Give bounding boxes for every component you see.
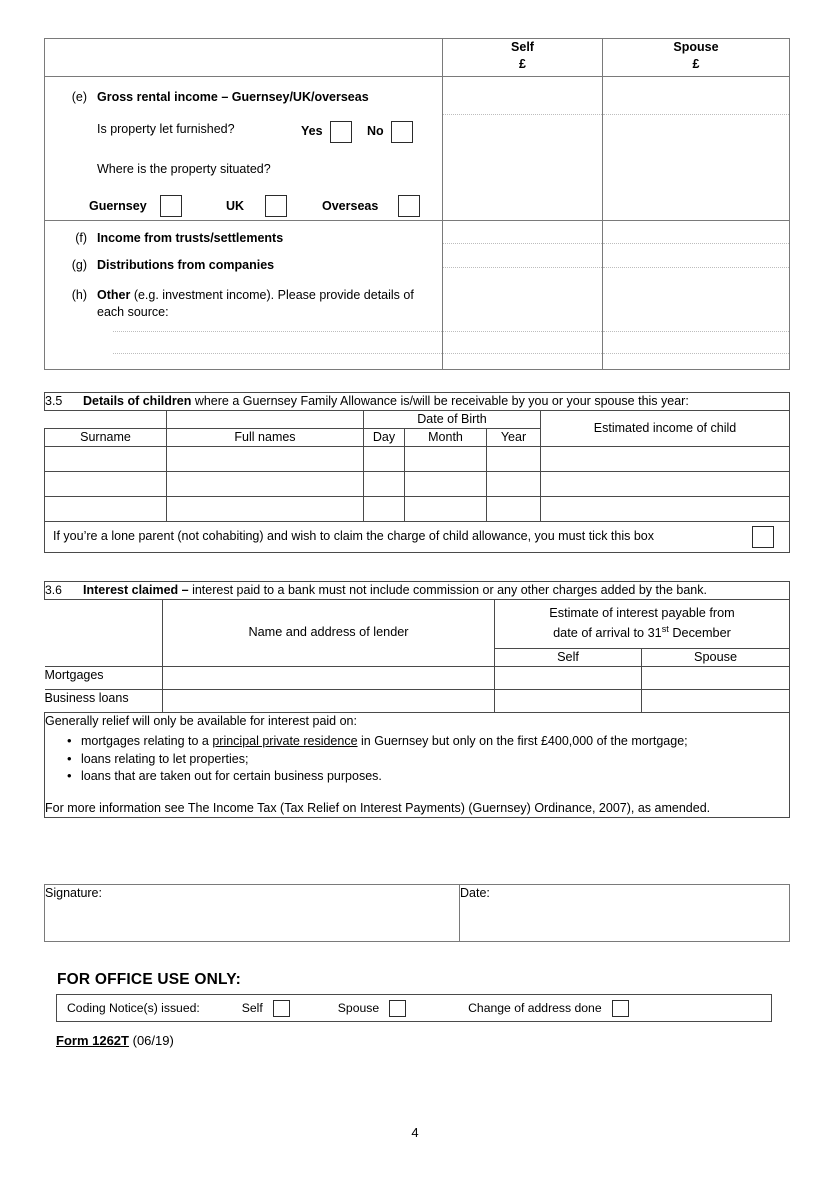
form-reference-version: (06/19) bbox=[132, 1033, 174, 1048]
interest-header-spouse: Spouse bbox=[642, 648, 790, 666]
income-e-situated-question: Where is the property situated? bbox=[97, 161, 271, 176]
office-use-title: FOR OFFICE USE ONLY: bbox=[57, 971, 241, 988]
signature-field[interactable] bbox=[45, 885, 460, 942]
relief-bullet-pre: loans relating to let properties; bbox=[81, 751, 249, 766]
interest-relief-cell bbox=[45, 712, 790, 817]
interest-label-mortgages: Mortgages bbox=[45, 666, 163, 689]
income-h-write-line-2[interactable] bbox=[113, 353, 442, 354]
income-h-marker: (h) bbox=[71, 287, 87, 302]
children-header-day: Day bbox=[364, 428, 405, 446]
income-row-e-self-field[interactable] bbox=[443, 77, 603, 221]
income-e-title: Gross rental income – Guernsey/UK/overseas bbox=[97, 90, 369, 104]
children-cell-surname[interactable] bbox=[45, 471, 167, 496]
relief-bullet-pre: loans that are taken out for certain business purposes. bbox=[81, 769, 382, 784]
income-h-title-rest: (e.g. investment income). Please provide details of each source: bbox=[97, 287, 414, 319]
interest-header-spacer bbox=[45, 599, 163, 648]
interest-estimate-line2-sup: st bbox=[661, 623, 669, 634]
children-table bbox=[44, 392, 790, 553]
interest-header-row-1 bbox=[45, 599, 790, 648]
income-header-self bbox=[443, 39, 603, 77]
signature-label: Signature: bbox=[45, 886, 102, 900]
interest-business-self-field[interactable] bbox=[495, 689, 642, 712]
children-cell-fullnames[interactable] bbox=[167, 446, 364, 471]
checkbox-lone-parent[interactable] bbox=[752, 526, 774, 548]
office-coding-label: Coding Notice(s) issued: bbox=[67, 1000, 200, 1015]
form-reference-code: Form 1262T bbox=[56, 1033, 129, 1048]
lone-parent-cell bbox=[45, 521, 790, 552]
children-header-year: Year bbox=[487, 428, 541, 446]
interest-estimate-line2-pre: date of arrival to 31 bbox=[553, 625, 662, 640]
children-dob-header-row bbox=[45, 410, 790, 428]
date-field[interactable] bbox=[460, 885, 790, 942]
children-cell-day[interactable] bbox=[364, 496, 405, 521]
income-e-yes-label: Yes bbox=[301, 123, 323, 138]
income-header-self-currency: £ bbox=[519, 56, 526, 71]
interest-estimate-line1: Estimate of interest payable from bbox=[549, 605, 735, 620]
income-e-no-label: No bbox=[367, 123, 384, 138]
children-data-row bbox=[45, 496, 790, 521]
checkbox-furnished-no[interactable] bbox=[391, 121, 413, 143]
children-intro-cell bbox=[45, 393, 790, 411]
children-data-row bbox=[45, 446, 790, 471]
children-cell-year[interactable] bbox=[487, 496, 541, 521]
form-reference bbox=[56, 1033, 174, 1048]
children-cell-year[interactable] bbox=[487, 446, 541, 471]
lone-parent-row bbox=[45, 521, 790, 552]
checkbox-change-of-address[interactable] bbox=[612, 1000, 629, 1017]
relief-bullet-post: in Guernsey but only on the first £400,000 of the mortgage; bbox=[357, 733, 688, 748]
lone-parent-text: If you’re a lone parent (not cohabiting) and wish to claim the charge of child allowance, you must tick this box bbox=[53, 529, 655, 544]
income-row-fgh bbox=[45, 221, 790, 370]
income-e-furnished-question: Is property let furnished? bbox=[97, 121, 235, 136]
signature-table bbox=[44, 884, 790, 942]
interest-section-number: 3.6 bbox=[45, 583, 62, 597]
interest-mortgages-self-field[interactable] bbox=[495, 666, 642, 689]
office-change-address-label: Change of address done bbox=[468, 1000, 602, 1015]
interest-intro-row bbox=[45, 582, 790, 600]
income-h-title-bold: Other bbox=[97, 287, 131, 302]
income-row-fgh-label-cell bbox=[45, 221, 443, 370]
children-cell-day[interactable] bbox=[364, 471, 405, 496]
children-cell-year[interactable] bbox=[487, 471, 541, 496]
children-cell-month[interactable] bbox=[405, 471, 487, 496]
income-f-marker: (f) bbox=[75, 231, 87, 245]
interest-header-self: Self bbox=[495, 648, 642, 666]
interest-row-business-loans bbox=[45, 689, 790, 712]
income-table bbox=[44, 38, 790, 370]
children-cell-fullnames[interactable] bbox=[167, 496, 364, 521]
income-h-write-line-1[interactable] bbox=[113, 331, 442, 332]
income-table-header-row bbox=[45, 39, 790, 77]
interest-label-business-loans: Business loans bbox=[45, 689, 163, 712]
children-header-fullnames: Full names bbox=[167, 428, 364, 446]
interest-header-lender: Name and address of lender bbox=[163, 599, 495, 666]
children-cell-income[interactable] bbox=[541, 446, 790, 471]
children-surname-spacer bbox=[45, 410, 167, 428]
relief-bullet-item bbox=[81, 768, 789, 785]
interest-intro-cell bbox=[45, 582, 790, 600]
income-header-spouse-label: Spouse bbox=[673, 40, 719, 54]
office-use-table bbox=[56, 994, 772, 1022]
interest-estimate-line2-post: December bbox=[668, 625, 731, 640]
interest-mortgages-spouse-field[interactable] bbox=[642, 666, 790, 689]
relief-bullet-pre: mortgages relating to a bbox=[81, 733, 213, 748]
interest-relief-row bbox=[45, 712, 790, 817]
checkbox-coding-spouse[interactable] bbox=[389, 1000, 406, 1017]
checkbox-furnished-yes[interactable] bbox=[330, 121, 352, 143]
interest-mortgages-lender-field[interactable] bbox=[163, 666, 495, 689]
income-header-self-label: Self bbox=[511, 40, 534, 54]
income-e-location-guernsey-label: Guernsey bbox=[89, 198, 147, 213]
income-e-location-overseas-label: Overseas bbox=[322, 198, 379, 213]
income-e-location-uk-label: UK bbox=[226, 198, 245, 213]
income-header-blank bbox=[45, 39, 443, 77]
children-cell-month[interactable] bbox=[405, 446, 487, 471]
signature-row bbox=[45, 885, 790, 942]
checkbox-coding-self[interactable] bbox=[273, 1000, 290, 1017]
children-cell-surname[interactable] bbox=[45, 446, 167, 471]
interest-row-mortgages bbox=[45, 666, 790, 689]
interest-business-lender-field[interactable] bbox=[163, 689, 495, 712]
income-row-fgh-spouse-field[interactable] bbox=[603, 221, 790, 370]
income-header-spouse bbox=[603, 39, 790, 77]
page-number: 4 bbox=[411, 1125, 419, 1140]
relief-intro: Generally relief will only be available for interest paid on: bbox=[45, 713, 357, 728]
interest-title-rest: interest paid to a bank must not include commission or any other charges added by the bank. bbox=[188, 583, 707, 597]
checkbox-location-uk[interactable] bbox=[265, 195, 287, 217]
relief-bullet-underlined: principal private residence bbox=[212, 733, 358, 748]
children-cell-month[interactable] bbox=[405, 496, 487, 521]
office-spouse-label: Spouse bbox=[337, 1000, 380, 1015]
children-header-month: Month bbox=[405, 428, 487, 446]
children-data-row bbox=[45, 471, 790, 496]
office-self-label: Self bbox=[241, 1000, 263, 1015]
income-header-spouse-currency: £ bbox=[692, 56, 700, 71]
interest-header-estimate bbox=[495, 599, 790, 648]
interest-business-spouse-field[interactable] bbox=[642, 689, 790, 712]
income-row-e bbox=[45, 77, 790, 221]
children-intro-bold: Details of children bbox=[83, 394, 192, 408]
relief-more-info: For more information see The Income Tax (Tax Relief on Interest Payments) (Guernsey) Ordinance, 2007), as amended. bbox=[45, 801, 711, 816]
children-section-number: 3.5 bbox=[45, 394, 63, 408]
children-estimated-income-header: Estimated income of child bbox=[541, 410, 790, 446]
office-use-row bbox=[57, 995, 772, 1022]
children-fullnames-spacer bbox=[167, 410, 364, 428]
children-cell-surname[interactable] bbox=[45, 496, 167, 521]
income-row-fgh-self-field[interactable] bbox=[443, 221, 603, 370]
children-header-surname: Surname bbox=[45, 428, 167, 446]
income-g-marker: (g) bbox=[71, 257, 87, 272]
checkbox-location-guernsey[interactable] bbox=[160, 195, 182, 217]
income-f-title: Income from trusts/settlements bbox=[97, 231, 284, 245]
checkbox-location-overseas[interactable] bbox=[398, 195, 420, 217]
children-cell-day[interactable] bbox=[364, 446, 405, 471]
relief-bullet-item bbox=[81, 751, 789, 768]
date-label: Date: bbox=[460, 886, 490, 900]
interest-claimed-table bbox=[44, 581, 790, 818]
income-e-marker: (e) bbox=[71, 90, 87, 104]
office-use-cell bbox=[57, 995, 772, 1022]
children-cell-income[interactable] bbox=[541, 496, 790, 521]
children-cell-fullnames[interactable] bbox=[167, 471, 364, 496]
children-cell-income[interactable] bbox=[541, 471, 790, 496]
relief-bullet-list bbox=[45, 733, 789, 786]
income-g-title: Distributions from companies bbox=[97, 257, 275, 272]
children-intro-rest: where a Guernsey Family Allowance is/will be receivable by you or your spouse this year: bbox=[191, 394, 689, 408]
interest-title-bold: Interest claimed – bbox=[83, 583, 189, 597]
relief-bullet-item bbox=[81, 733, 789, 750]
children-dob-header: Date of Birth bbox=[364, 410, 541, 428]
income-row-e-label-cell bbox=[45, 77, 443, 221]
children-intro-row bbox=[45, 393, 790, 411]
interest-header-spacer-2 bbox=[45, 648, 163, 666]
income-row-e-spouse-field[interactable] bbox=[603, 77, 790, 221]
